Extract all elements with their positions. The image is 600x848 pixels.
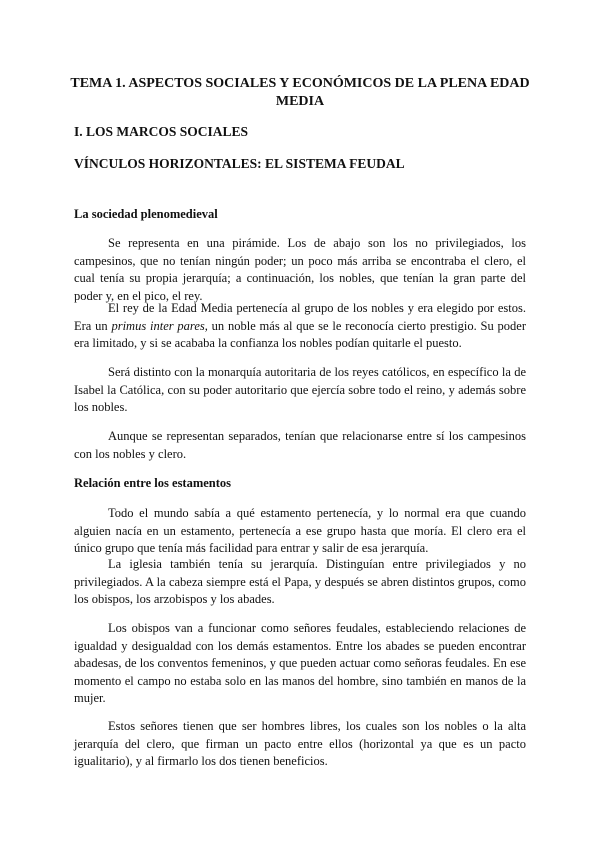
paragraph-1: Se representa en una pirámide. Los de abajo son los no privilegiados, los campesinos, que no tenían ningún poder; un poco más arriba se encontraba el clero, el cual tenía su propia jerarquía; a continuación, los nobles, que tenían la gran parte del poder y, en el pico, el rey.: [74, 236, 526, 303]
heading-sociedad-plenomedieval: La sociedad plenomedieval: [74, 207, 218, 221]
paragraph-5: Todo el mundo sabía a qué estamento pertenecía, y lo normal era que cuando alguien nacía en un estamento, pertenecía a ese grupo hasta que moría. El clero era el único grupo que tenía más facilidad para entrar y salir de esa jerarquía.: [74, 506, 526, 555]
paragraph-6: La iglesia también tenía su jerarquía. Distinguían entre privilegiados y no privilegiados. A la cabeza siempre está el Papa, y después se abren distintos grupos, como los obispos, los arzobispos y los abades.: [74, 557, 526, 606]
paragraph-8: Estos señores tienen que ser hombres libres, los cuales son los nobles o la alta jerarquía del clero, que firman un pacto entre ellos (horizontal ya que es un pacto igualitario), y al firmarlo los dos tienen beneficios.: [74, 719, 526, 768]
paragraph-2-text-a: El rey de la Edad Media pertenecía al grupo de los nobles y era elegido por estos. Era un: [74, 301, 526, 333]
document-title: TEMA 1. ASPECTOS SOCIALES Y ECONÓMICOS DE LA PLENA EDAD MEDIA: [70, 76, 530, 109]
paragraph-3: Será distinto con la monarquía autoritaria de los reyes católicos, en específico la de Isabel la Católica, con su poder autoritario que ejercía sobre todo el reino, y además sobre los nobles.: [74, 365, 526, 414]
section-heading: I. LOS MARCOS SOCIALES: [74, 124, 249, 139]
subsection-heading: VÍNCULOS HORIZONTALES: EL SISTEMA FEUDAL: [74, 156, 405, 171]
paragraph-4: Aunque se representan separados, tenían que relacionarse entre sí los campesinos con los nobles y clero.: [74, 429, 526, 461]
paragraph-2: [74, 300, 526, 353]
paragraph-7: Los obispos van a funcionar como señores feudales, estableciendo relaciones de igualdad y desigualdad con los demás estamentos. Entre los abades se pueden encontrar abadesas, de los conventos femeninos, y que pueden actuar como señoras feudales. En ese momento el campo no estaba solo en las manos del hombre, sino también en manos de la mujer.: [74, 621, 526, 705]
paragraph-2-italic: primus inter pares,: [111, 318, 208, 333]
paragraph-2-text-b: un noble más al que se le reconocía cierto prestigio. Su poder era limitado, y si se acababa la confianza los nobles podían quitarle el puesto.: [74, 318, 526, 350]
heading-relacion-estamentos: Relación entre los estamentos: [74, 476, 232, 490]
